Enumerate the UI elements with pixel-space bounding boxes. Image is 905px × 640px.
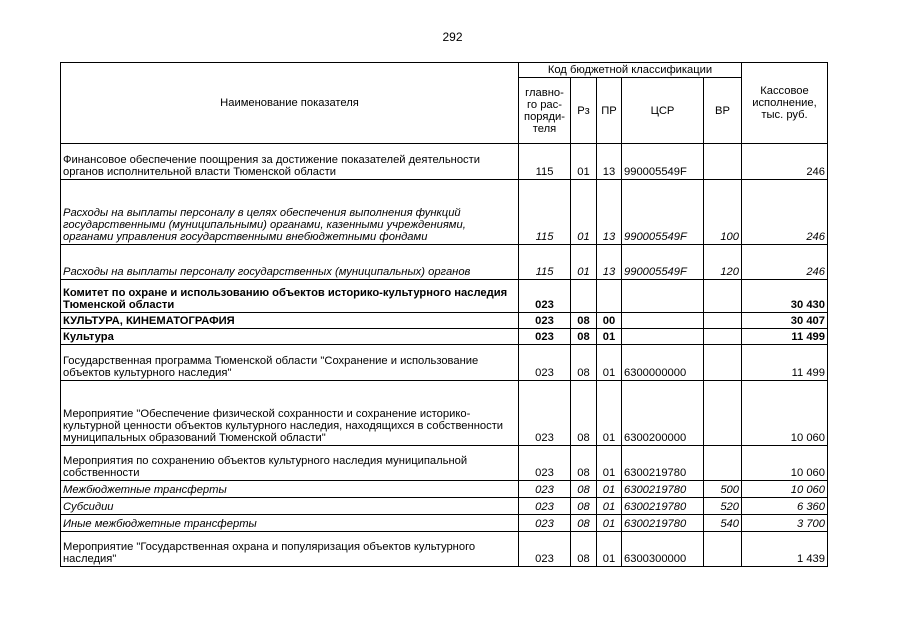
row-rz: 01 <box>571 245 597 280</box>
row-csr <box>622 280 704 313</box>
row-glavn: 115 <box>519 144 571 180</box>
row-vr <box>704 329 742 345</box>
row-glavn: 023 <box>519 481 571 498</box>
row-amount: 30 430 <box>742 280 828 313</box>
row-pr: 01 <box>597 381 622 446</box>
row-vr <box>704 144 742 180</box>
row-rz: 08 <box>571 313 597 329</box>
row-name: Расходы на выплаты персоналу государственных (муниципальных) органов <box>61 245 519 280</box>
row-name: Межбюджетные трансферты <box>61 481 519 498</box>
row-name: Иные межбюджетные трансферты <box>61 515 519 532</box>
table-row <box>61 313 828 329</box>
table-row <box>61 144 828 180</box>
row-amount: 1 439 <box>742 532 828 567</box>
row-glavn: 023 <box>519 345 571 381</box>
row-vr: 500 <box>704 481 742 498</box>
row-amount: 6 360 <box>742 498 828 515</box>
header-name: Наименование показателя <box>61 63 519 144</box>
budget-table <box>60 62 828 567</box>
row-rz: 08 <box>571 381 597 446</box>
row-vr: 540 <box>704 515 742 532</box>
row-csr: 6300219780 <box>622 498 704 515</box>
row-name: Комитет по охране и использованию объектов историко-культурного наследия Тюменской области <box>61 280 519 313</box>
row-glavn: 023 <box>519 498 571 515</box>
table-row <box>61 498 828 515</box>
row-vr <box>704 532 742 567</box>
row-glavn: 023 <box>519 329 571 345</box>
row-rz: 08 <box>571 345 597 381</box>
row-name: Мероприятие "Обеспечение физической сохранности и сохранение историко-культурной ценности объектов культурного наследия, находящихся в собственности муниципальных образований Тюменской области" <box>61 381 519 446</box>
row-amount: 11 499 <box>742 329 828 345</box>
row-name: Субсидии <box>61 498 519 515</box>
row-csr: 6300000000 <box>622 345 704 381</box>
header-vr: ВР <box>704 78 742 144</box>
row-amount: 30 407 <box>742 313 828 329</box>
row-amount: 11 499 <box>742 345 828 381</box>
row-amount: 246 <box>742 180 828 245</box>
row-amount: 10 060 <box>742 481 828 498</box>
row-pr: 01 <box>597 532 622 567</box>
row-vr: 520 <box>704 498 742 515</box>
row-csr: 990005549F <box>622 245 704 280</box>
row-rz: 08 <box>571 446 597 481</box>
row-name: Государственная программа Тюменской области "Сохранение и использование объектов культурного наследия" <box>61 345 519 381</box>
row-amount: 246 <box>742 144 828 180</box>
row-csr: 6300219780 <box>622 481 704 498</box>
header-rz: Рз <box>571 78 597 144</box>
header-csr: ЦСР <box>622 78 704 144</box>
row-pr: 13 <box>597 144 622 180</box>
row-vr <box>704 381 742 446</box>
row-rz: 08 <box>571 532 597 567</box>
row-pr: 13 <box>597 245 622 280</box>
row-amount: 10 060 <box>742 381 828 446</box>
row-vr: 100 <box>704 180 742 245</box>
row-name: Финансовое обеспечение поощрения за достижение показателей деятельности органов исполнительной власти Тюменской области <box>61 144 519 180</box>
row-glavn: 023 <box>519 532 571 567</box>
row-rz: 08 <box>571 329 597 345</box>
row-csr: 6300219780 <box>622 446 704 481</box>
table-row <box>61 532 828 567</box>
row-rz: 01 <box>571 180 597 245</box>
table-row <box>61 515 828 532</box>
row-name: КУЛЬТУРА, КИНЕМАТОГРАФИЯ <box>61 313 519 329</box>
row-csr <box>622 329 704 345</box>
table-row <box>61 180 828 245</box>
row-csr: 6300200000 <box>622 381 704 446</box>
row-rz <box>571 280 597 313</box>
header-pr: ПР <box>597 78 622 144</box>
row-csr <box>622 313 704 329</box>
row-amount: 3 700 <box>742 515 828 532</box>
row-vr: 120 <box>704 245 742 280</box>
row-vr <box>704 345 742 381</box>
row-pr <box>597 280 622 313</box>
row-glavn: 023 <box>519 446 571 481</box>
row-glavn: 023 <box>519 280 571 313</box>
page-number: 292 <box>442 30 463 44</box>
row-vr <box>704 446 742 481</box>
table-row <box>61 345 828 381</box>
table-row <box>61 329 828 345</box>
row-pr: 01 <box>597 329 622 345</box>
row-pr: 01 <box>597 498 622 515</box>
table-row <box>61 280 828 313</box>
row-csr: 6300219780 <box>622 515 704 532</box>
row-rz: 08 <box>571 481 597 498</box>
row-glavn: 023 <box>519 381 571 446</box>
header-cash-execution: Кассовое исполнение, тыс. руб. <box>742 63 828 144</box>
table-row <box>61 245 828 280</box>
row-amount: 246 <box>742 245 828 280</box>
row-rz: 08 <box>571 515 597 532</box>
row-glavn: 115 <box>519 245 571 280</box>
row-glavn: 115 <box>519 180 571 245</box>
row-csr: 6300300000 <box>622 532 704 567</box>
row-rz: 08 <box>571 498 597 515</box>
row-glavn: 023 <box>519 313 571 329</box>
table-row <box>61 481 828 498</box>
row-csr: 990005549F <box>622 180 704 245</box>
row-name: Мероприятие "Государственная охрана и популяризация объектов культурного наследия" <box>61 532 519 567</box>
row-glavn: 023 <box>519 515 571 532</box>
row-name: Расходы на выплаты персоналу в целях обеспечения выполнения функций государственными (муниципальными) органами, казенными учреждениями, органами управления государственными внебюджетными фондами <box>61 180 519 245</box>
row-pr: 01 <box>597 345 622 381</box>
header-budget-code: Код бюджетной классификации <box>519 63 742 78</box>
row-csr: 990005549F <box>622 144 704 180</box>
row-pr: 00 <box>597 313 622 329</box>
row-name: Культура <box>61 329 519 345</box>
row-pr: 01 <box>597 515 622 532</box>
row-vr <box>704 280 742 313</box>
row-vr <box>704 313 742 329</box>
row-name: Мероприятия по сохранению объектов культурного наследия муниципальной собственности <box>61 446 519 481</box>
row-amount: 10 060 <box>742 446 828 481</box>
row-pr: 01 <box>597 481 622 498</box>
table-row <box>61 446 828 481</box>
row-rz: 01 <box>571 144 597 180</box>
table-row <box>61 381 828 446</box>
row-pr: 13 <box>597 180 622 245</box>
header-main-administrator: главно-го рас-поряди-теля <box>519 78 571 144</box>
row-pr: 01 <box>597 446 622 481</box>
